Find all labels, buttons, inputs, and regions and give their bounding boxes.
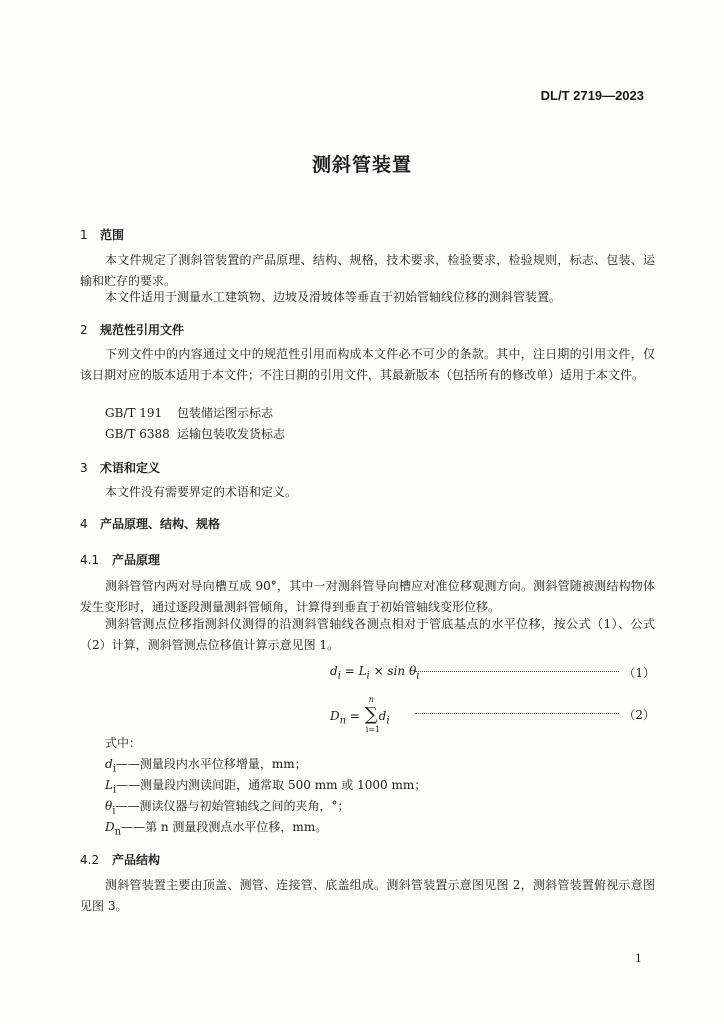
section-1-paragraph-2: 本文件适用于测量水工建筑物、边坡及滑坡体等垂直于初始管轴线位移的测斜管装置。 — [105, 290, 562, 304]
standard-code: DL/T 2719—2023 — [540, 88, 644, 103]
symbol-definition: $\theta_i——$测读仪器与初始管轴线之间的夹角，°； — [105, 799, 350, 817]
section-4-1-paragraph-1: 测斜管管内两对导向槽互成 90°，其中一对测斜管导向槽应对准位移观测方向。测斜管随被测结构物体发生变形时，通过逐段测量测斜管倾角，计算得到垂直于初始管轴线变形位移。 — [80, 579, 655, 614]
document-title: 测斜管装置 — [311, 154, 412, 176]
section-4-2-paragraph-1: 测斜管装置主要由顶盖、测管、连接管、底盖组成。测斜管装置示意图见图 2，测斜管装置俯视示意图见图 3。 — [80, 878, 655, 913]
where-label: 式中： — [105, 736, 142, 750]
reference-name: 包装储运图示标志 — [177, 406, 274, 420]
section-3-paragraph-1: 本文件没有需要界定的术语和定义。 — [105, 485, 298, 499]
formula-number: （1） — [623, 666, 655, 680]
normative-reference — [105, 424, 285, 445]
section-4-heading — [80, 515, 220, 532]
section-title: 产品原理、结构、规格 — [100, 517, 221, 531]
section-4-2-heading — [80, 851, 160, 868]
reference-name: 运输包装收发货标志 — [177, 427, 286, 441]
section-number: 2 — [80, 323, 88, 337]
symbol-definition: $d_i——$测量段内水平位移增量，mm； — [105, 757, 307, 775]
section-2-paragraph-1: 下列文件中的内容通过文中的规范性引用而构成本文件必不可少的条款。其中，注日期的引用文件，仅该日期对应的版本适用于本文件；不注日期的引用文件，其最新版本（包括所有的修改单）适用于本文件。 — [80, 347, 655, 382]
section-title: 产品结构 — [112, 853, 161, 867]
section-title: 规范性引用文件 — [100, 323, 185, 337]
symbol-definition: $L_i——$测量段内测读间距，通常取 500 mm 或 1000 mm； — [105, 778, 427, 796]
section-number: 4.1 — [80, 553, 100, 567]
normative-reference — [105, 403, 273, 424]
section-number: 4 — [80, 517, 88, 531]
section-2-heading — [80, 321, 184, 338]
summation-sign: ∑ n i=1 — [364, 695, 381, 734]
formula-2 — [330, 695, 655, 734]
reference-code: GB/T 191 — [105, 406, 163, 420]
section-3-heading — [80, 459, 160, 476]
section-4-1-paragraph-2: 测斜管测点位移指测斜仪测得的沿测斜管轴线各测点相对于管底基点的水平位移，按公式（1）、公式（2）计算，测斜管测点位移值计算示意见图 1。 — [80, 617, 655, 652]
symbol-definition: $D_n——$第 n 测量段测点水平位移，mm。 — [105, 820, 328, 838]
section-1-heading — [80, 226, 124, 243]
reference-code: GB/T 6388 — [105, 427, 170, 441]
leader-dots — [415, 713, 619, 714]
section-number: 4.2 — [80, 853, 100, 867]
section-title: 范围 — [100, 228, 125, 242]
section-4-1-heading — [80, 551, 160, 568]
formula-1 — [330, 664, 655, 682]
section-number: 1 — [80, 228, 88, 242]
section-1-paragraph-1: 本文件规定了测斜管装置的产品原理、结构、规格，技术要求，检验要求，检验规则，标志、包装、运输和贮存的要求。 — [80, 253, 655, 288]
formula-1-expression: $d_i = L_i \times \sin \theta_i$ — [330, 664, 420, 682]
section-title: 术语和定义 — [100, 461, 161, 475]
formula-number: （2） — [623, 708, 655, 722]
formula-2-expression: $D_n$ = ∑ n i=1 $d_i$ — [330, 695, 390, 734]
leader-dots — [415, 671, 619, 672]
page-number: 1 — [635, 952, 642, 965]
section-title: 产品原理 — [112, 553, 161, 567]
section-number: 3 — [80, 461, 88, 475]
